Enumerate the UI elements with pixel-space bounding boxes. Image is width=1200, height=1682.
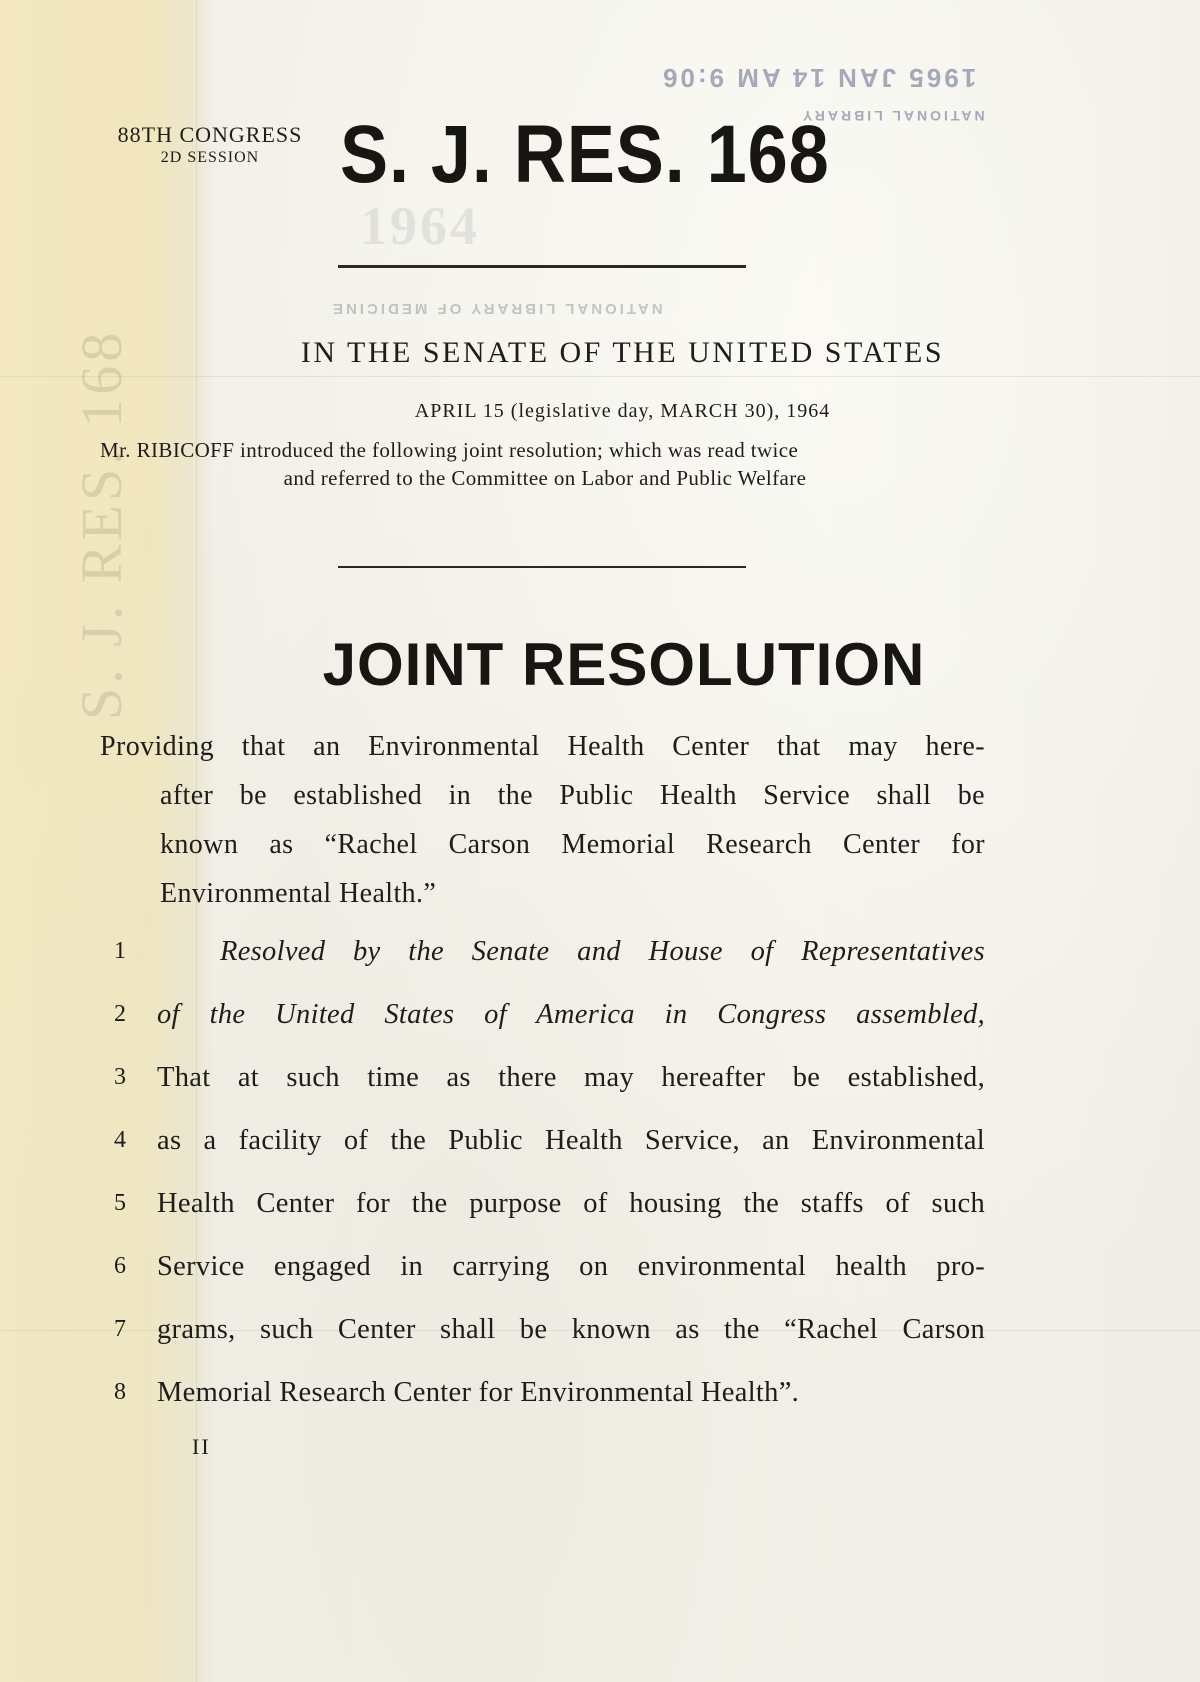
introduction-line: and referred to the Committee on Labor and Public Welfare: [283, 466, 807, 490]
resolution-line: [100, 1298, 985, 1361]
line-number: 5: [114, 1190, 126, 1216]
received-date-stamp: 1965 JAN 14 AM 9:06: [660, 63, 977, 93]
divider-rule: [338, 566, 746, 568]
resolution-body: [100, 920, 985, 1424]
resolution-line: [100, 1361, 985, 1424]
congress-label: 88TH CONGRESS: [117, 122, 303, 147]
line-number: 2: [114, 1001, 126, 1027]
resolution-line: [100, 1046, 985, 1109]
line-text: Memorial Research Center for Environmental Health”.: [157, 1377, 800, 1408]
congress-session-block: [100, 124, 320, 166]
reverse-side-bleed-through: S. J. RES. 168: [69, 328, 134, 720]
purpose-line: Environmental Health.”: [160, 878, 437, 909]
line-number: 3: [114, 1064, 126, 1090]
line-text: as a facility of the Public Health Service, an Environmental: [157, 1125, 985, 1156]
resolution-line: [100, 1235, 985, 1298]
resolution-line: [100, 1109, 985, 1172]
purpose-line: after be established in the Public Health Service shall be: [160, 780, 985, 811]
line-text: of the United States of America in Congress assembled,: [157, 999, 985, 1030]
line-number: 7: [114, 1316, 126, 1342]
divider-rule: [338, 265, 746, 268]
resolution-line: [100, 920, 985, 983]
senate-heading: IN THE SENATE OF THE UNITED STATES: [300, 336, 945, 369]
resolution-line: [100, 1172, 985, 1235]
line-number: 6: [114, 1253, 126, 1279]
resolution-line: [100, 983, 985, 1046]
line-text: Health Center for the purpose of housing the staffs of such: [157, 1188, 985, 1219]
purpose-line: known as “Rachel Carson Memorial Research Center for: [160, 829, 985, 860]
purpose-paragraph: [100, 722, 985, 918]
line-number: 8: [114, 1379, 126, 1405]
paper-crease: [0, 376, 1200, 377]
line-text: That at such time as there may hereafter be established,: [157, 1062, 985, 1093]
library-stamp: NATIONAL LIBRARY: [800, 108, 985, 124]
document-title: JOINT RESOLUTION: [322, 631, 926, 698]
handwritten-date-mark: 1964: [360, 196, 480, 256]
page-mark: II: [192, 1434, 211, 1459]
line-text: grams, such Center shall be known as the “Rachel Carson: [157, 1314, 985, 1345]
library-stamp-secondary: NATIONAL LIBRARY OF MEDICINE: [330, 300, 663, 317]
line-text: Resolved by the Senate and House of Representatives: [220, 936, 985, 967]
line-number: 1: [114, 938, 126, 964]
line-number: 4: [114, 1127, 126, 1153]
line-text: Service engaged in carrying on environmental health pro-: [157, 1251, 985, 1282]
purpose-line: Providing that an Environmental Health Center that may here-: [100, 731, 985, 762]
introduction-statement: [100, 436, 990, 492]
session-label: 2D SESSION: [160, 149, 260, 166]
introduction-date: APRIL 15 (legislative day, MARCH 30), 1964: [414, 400, 831, 422]
bill-number: S. J. RES. 168: [340, 109, 830, 200]
introduction-line: Mr. RIBICOFF introduced the following joint resolution; which was read twice: [100, 438, 799, 462]
